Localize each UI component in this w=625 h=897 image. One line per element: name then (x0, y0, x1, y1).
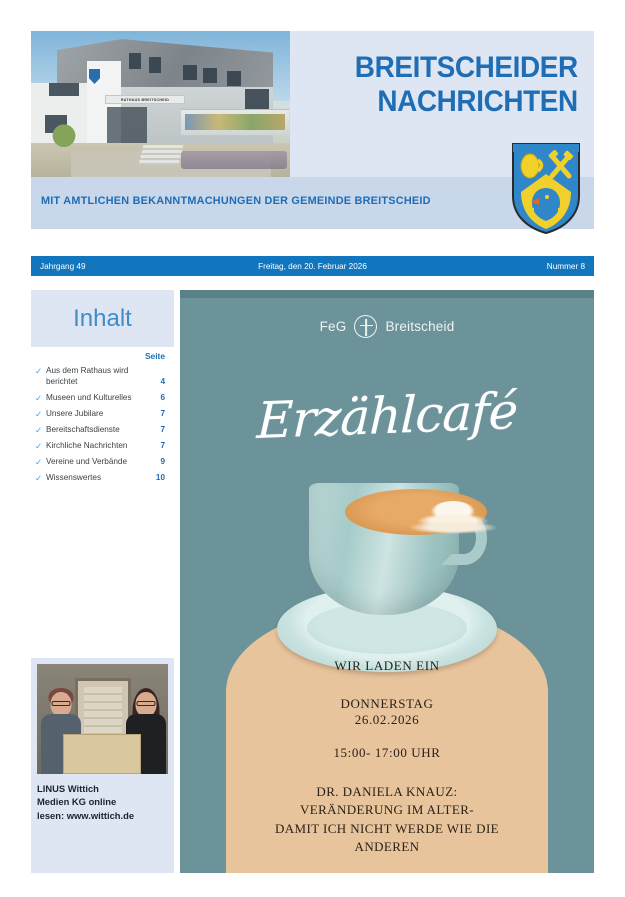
poster-title: Erzählcafé (255, 381, 519, 451)
poster-details (180, 658, 594, 857)
toc-item-wissenswertes[interactable] (31, 470, 174, 486)
page-title (355, 51, 578, 118)
toc-item-kirchliche-nachrichten[interactable] (31, 438, 174, 454)
window (203, 68, 217, 83)
building-shield-sign (87, 67, 102, 87)
window (245, 89, 269, 111)
toc-item-bereitschaftsdienste[interactable] (31, 422, 174, 438)
toc-item-museen-und-kulturelles[interactable] (31, 390, 174, 406)
toc-item-page: 10 (155, 472, 165, 482)
poster-top-strip (180, 290, 594, 298)
publisher-ad-line-1: LINUS Wittich (37, 783, 99, 794)
check-icon: ✓ (35, 456, 43, 467)
toc-item-aus-dem-rathaus[interactable] (31, 364, 174, 390)
window (183, 65, 197, 80)
title-line-1: BREITSCHEIDER (354, 51, 578, 84)
poster-speaker-line-3: DAMIT ICH NICHT WERDE WIE DIE (274, 820, 500, 836)
feg-suffix: Breitscheid (385, 319, 455, 334)
entrance-doors (107, 107, 147, 145)
publisher-ad[interactable] (31, 658, 174, 873)
toc-page-column-header: Seite (144, 351, 165, 361)
toc-item-page: 9 (160, 456, 165, 466)
tree (49, 119, 79, 163)
rathaus-photo (31, 31, 290, 177)
poster-speaker-line-1: DR. DANIELA KNAUZ: (316, 784, 458, 799)
coat-of-arms-icon (509, 140, 583, 236)
check-icon: ✓ (35, 366, 43, 377)
publisher-ad-line-3[interactable]: lesen: www.wittich.de (37, 809, 135, 821)
crema (345, 489, 487, 535)
window (49, 83, 79, 96)
poster-invite: WIR LADEN EIN (334, 658, 440, 673)
issue-info-bar (31, 256, 594, 276)
toc-item-unsere-jubilare[interactable] (31, 406, 174, 422)
toc-item-page: 7 (160, 409, 165, 419)
check-icon: ✓ (35, 440, 43, 451)
title-line-2: NACHRICHTEN (377, 84, 578, 118)
feg-logo (180, 315, 594, 338)
poster-time: 15:00- 17:00 UHR (333, 745, 441, 760)
check-icon: ✓ (35, 408, 43, 419)
glasses-icon (52, 701, 71, 706)
hedge (181, 151, 287, 169)
table-of-contents (31, 290, 174, 486)
held-board (63, 734, 141, 774)
publisher-ad-line-2: Medien KG online (37, 796, 117, 808)
spacer (180, 674, 594, 696)
check-icon: ✓ (35, 392, 43, 403)
poster-speaker-line-4: ANDEREN (354, 839, 420, 855)
cross-in-circle-icon (354, 315, 377, 338)
toc-item-label: Aus dem Rathaus wird berichtet (46, 366, 129, 387)
poster-speaker-line-2: VERÄNDERUNG IM ALTER- (299, 802, 475, 818)
issue-number: Nummer 8 (546, 262, 585, 271)
spacer (180, 728, 594, 745)
fence-artwork (185, 114, 285, 130)
toc-heading: Inhalt (31, 290, 174, 347)
toc-item-label: Wissenswertes (46, 472, 102, 482)
check-icon: ✓ (35, 472, 43, 483)
toc-item-label: Vereine und Verbände (46, 456, 128, 466)
issue-date: Freitag, den 20. Februar 2026 (258, 262, 367, 271)
event-poster[interactable] (180, 290, 594, 873)
toc-item-page: 7 (160, 425, 165, 435)
toc-item-label: Museen und Kulturelles (46, 392, 132, 402)
toc-item-label: Kirchliche Nachrichten (46, 440, 128, 450)
fence (181, 109, 289, 135)
publisher-ad-photo (37, 664, 168, 774)
window (129, 53, 141, 69)
window (149, 57, 161, 73)
issue-volume: Jahrgang 49 (40, 262, 86, 271)
toc-item-page: 6 (160, 393, 165, 403)
publisher-ad-text (37, 774, 168, 822)
check-icon: ✓ (35, 424, 43, 435)
masthead-subtitle: MIT AMTLICHEN BEKANNTMACHUNGEN DER GEMEINDE BREITSCHEID (41, 195, 431, 207)
latte-art-bottom (409, 521, 497, 534)
window (227, 71, 241, 86)
rathaus-sign: RATHAUS BREITSCHEID (105, 95, 185, 104)
poster-day: DONNERSTAG (340, 696, 434, 711)
toc-list (31, 347, 174, 486)
poster-date: 26.02.2026 (354, 712, 420, 727)
toc-item-label: Bereitschaftsdienste (46, 424, 120, 434)
coffee-cup-photo (277, 475, 497, 680)
spacer (180, 761, 594, 783)
toc-item-label: Unsere Jubilare (46, 408, 104, 418)
toc-item-vereine-und-verbaende[interactable] (31, 454, 174, 470)
cup (309, 483, 459, 615)
poster-speaker (180, 783, 594, 857)
toc-item-page: 4 (160, 377, 165, 387)
toc-item-page: 7 (160, 441, 165, 451)
stairs (139, 145, 184, 165)
glasses-icon (137, 701, 156, 706)
feg-prefix: FeG (319, 319, 347, 334)
